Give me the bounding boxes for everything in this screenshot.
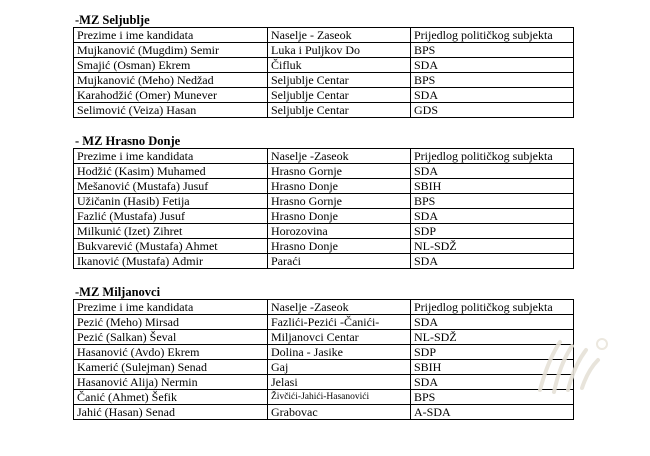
candidate-name: Mujkanović (Mugdim) Semir: [74, 43, 268, 58]
header-party: Prijedlog političkog subjekta: [411, 28, 574, 43]
table-row: [74, 179, 574, 194]
candidate-name: Jahić (Hasan) Senad: [74, 405, 268, 420]
candidate-party: SDA: [411, 88, 574, 103]
candidate-party: SDP: [411, 345, 574, 360]
candidate-settlement: Seljublje Centar: [268, 103, 411, 118]
candidate-name: Mešanović (Mustafa) Jusuf: [74, 179, 268, 194]
table-row: [74, 194, 574, 209]
candidate-party: NL-SDŽ: [411, 239, 574, 254]
candidate-settlement: Hrasno Gornje: [268, 164, 411, 179]
candidate-settlement: Hrasno Donje: [268, 179, 411, 194]
table-row: [74, 43, 574, 58]
header-settlement: Naselje - Zaseok: [268, 28, 411, 43]
table-row: [74, 254, 574, 269]
table-row: [74, 88, 574, 103]
header-name: Prezime i ime kandidata: [74, 28, 268, 43]
candidate-name: Kamerić (Sulejman) Senad: [74, 360, 268, 375]
table-row: [74, 103, 574, 118]
candidate-party: BPS: [411, 390, 574, 405]
section-title: -MZ Seljubljе: [75, 13, 150, 27]
candidate-name: Smajić (Osman) Ekrem: [74, 58, 268, 73]
section-mz-seljublje: [73, 13, 574, 118]
header-settlement: Naselje -Zaseok: [268, 300, 411, 315]
watermark-logo-icon: [530, 330, 610, 400]
candidate-settlement: Hrasno Donje: [268, 239, 411, 254]
candidate-settlement: Jelasi: [268, 375, 411, 390]
candidate-name: Hasanović (Avdo) Ekrem: [74, 345, 268, 360]
candidate-settlement: Fazlići-Pezići -Čanići-: [268, 315, 411, 330]
candidate-name: Ikanović (Mustafa) Admir: [74, 254, 268, 269]
candidate-name: Bukvarević (Mustafa) Ahmet: [74, 239, 268, 254]
candidate-name: Hodžić (Kasim) Muhamed: [74, 164, 268, 179]
candidate-party: SBIH: [411, 179, 574, 194]
candidate-settlement: Čifluk: [268, 58, 411, 73]
candidate-settlement: Dolina - Jasike: [268, 345, 411, 360]
header-settlement: Naselje -Zaseok: [268, 149, 411, 164]
table-row: [74, 315, 574, 330]
candidate-name: Pezić (Salkan) Ševal: [74, 330, 268, 345]
header-party: Prijedlog političkog subjekta: [411, 149, 574, 164]
candidate-party: SDA: [411, 209, 574, 224]
candidate-name: Užičanin (Hasib) Fetija: [74, 194, 268, 209]
candidate-party: SBIH: [411, 360, 574, 375]
table-row: [74, 330, 574, 345]
candidate-party: SDA: [411, 58, 574, 73]
candidate-settlement: Hrasno Gornje: [268, 194, 411, 209]
table-row: [74, 345, 574, 360]
candidate-settlement: Gaj: [268, 360, 411, 375]
candidate-name: Karahodžić (Omer) Munever: [74, 88, 268, 103]
table-row: [74, 224, 574, 239]
candidate-name: Mujkanović (Meho) Nedžad: [74, 73, 268, 88]
table-row: [74, 405, 574, 420]
candidate-settlement: Seljublje Centar: [268, 88, 411, 103]
candidates-table: [73, 148, 574, 269]
table-row: [74, 360, 574, 375]
candidate-party: NL-SDŽ: [411, 330, 574, 345]
table-row: [74, 390, 574, 405]
candidate-name: Pezić (Meho) Mirsad: [74, 315, 268, 330]
candidate-settlement: Seljublje Centar: [268, 73, 411, 88]
table-row: [74, 58, 574, 73]
candidates-table: [73, 27, 574, 118]
section-mz-miljanovci: [73, 285, 574, 420]
candidate-settlement: Živčići-Jahići-Hasanovići: [268, 390, 411, 405]
candidate-name: Milkunić (Izet) Zihret: [74, 224, 268, 239]
candidate-settlement: Luka i Puljkov Do: [268, 43, 411, 58]
candidate-settlement: Miljanovci Centar: [268, 330, 411, 345]
candidate-party: BPS: [411, 43, 574, 58]
table-header-row: [74, 300, 574, 315]
candidate-party: SDA: [411, 315, 574, 330]
header-name: Prezime i ime kandidata: [74, 300, 268, 315]
candidate-settlement: Paraći: [268, 254, 411, 269]
section-title: -MZ Miljanovci: [75, 285, 161, 299]
candidate-name: Hasanović Alija) Nermin: [74, 375, 268, 390]
candidate-party: A-SDA: [411, 405, 574, 420]
candidate-settlement: Horozovina: [268, 224, 411, 239]
candidate-party: SDA: [411, 164, 574, 179]
candidate-party: SDP: [411, 224, 574, 239]
candidate-name: Fazlić (Mustafa) Jusuf: [74, 209, 268, 224]
candidate-settlement: Hrasno Donje: [268, 209, 411, 224]
candidate-party: GDS: [411, 103, 574, 118]
section-title: - MZ Hrasno Donje: [75, 134, 181, 148]
candidate-settlement: Grabovac: [268, 405, 411, 420]
header-party: Prijedlog političkog subjekta: [411, 300, 574, 315]
candidate-name: Selimović (Veiza) Hasan: [74, 103, 268, 118]
table-row: [74, 164, 574, 179]
candidate-party: SDA: [411, 254, 574, 269]
header-name: Prezime i ime kandidata: [74, 149, 268, 164]
candidate-party: BPS: [411, 194, 574, 209]
table-row: [74, 73, 574, 88]
candidate-party: SDA: [411, 375, 574, 390]
section-mz-hrasno-donje: [73, 134, 574, 269]
table-row: [74, 375, 574, 390]
table-row: [74, 239, 574, 254]
candidate-name: Čanić (Ahmet) Šefik: [74, 390, 268, 405]
candidate-party: BPS: [411, 73, 574, 88]
candidates-table: [73, 299, 574, 420]
table-header-row: [74, 149, 574, 164]
table-row: [74, 209, 574, 224]
table-header-row: [74, 28, 574, 43]
